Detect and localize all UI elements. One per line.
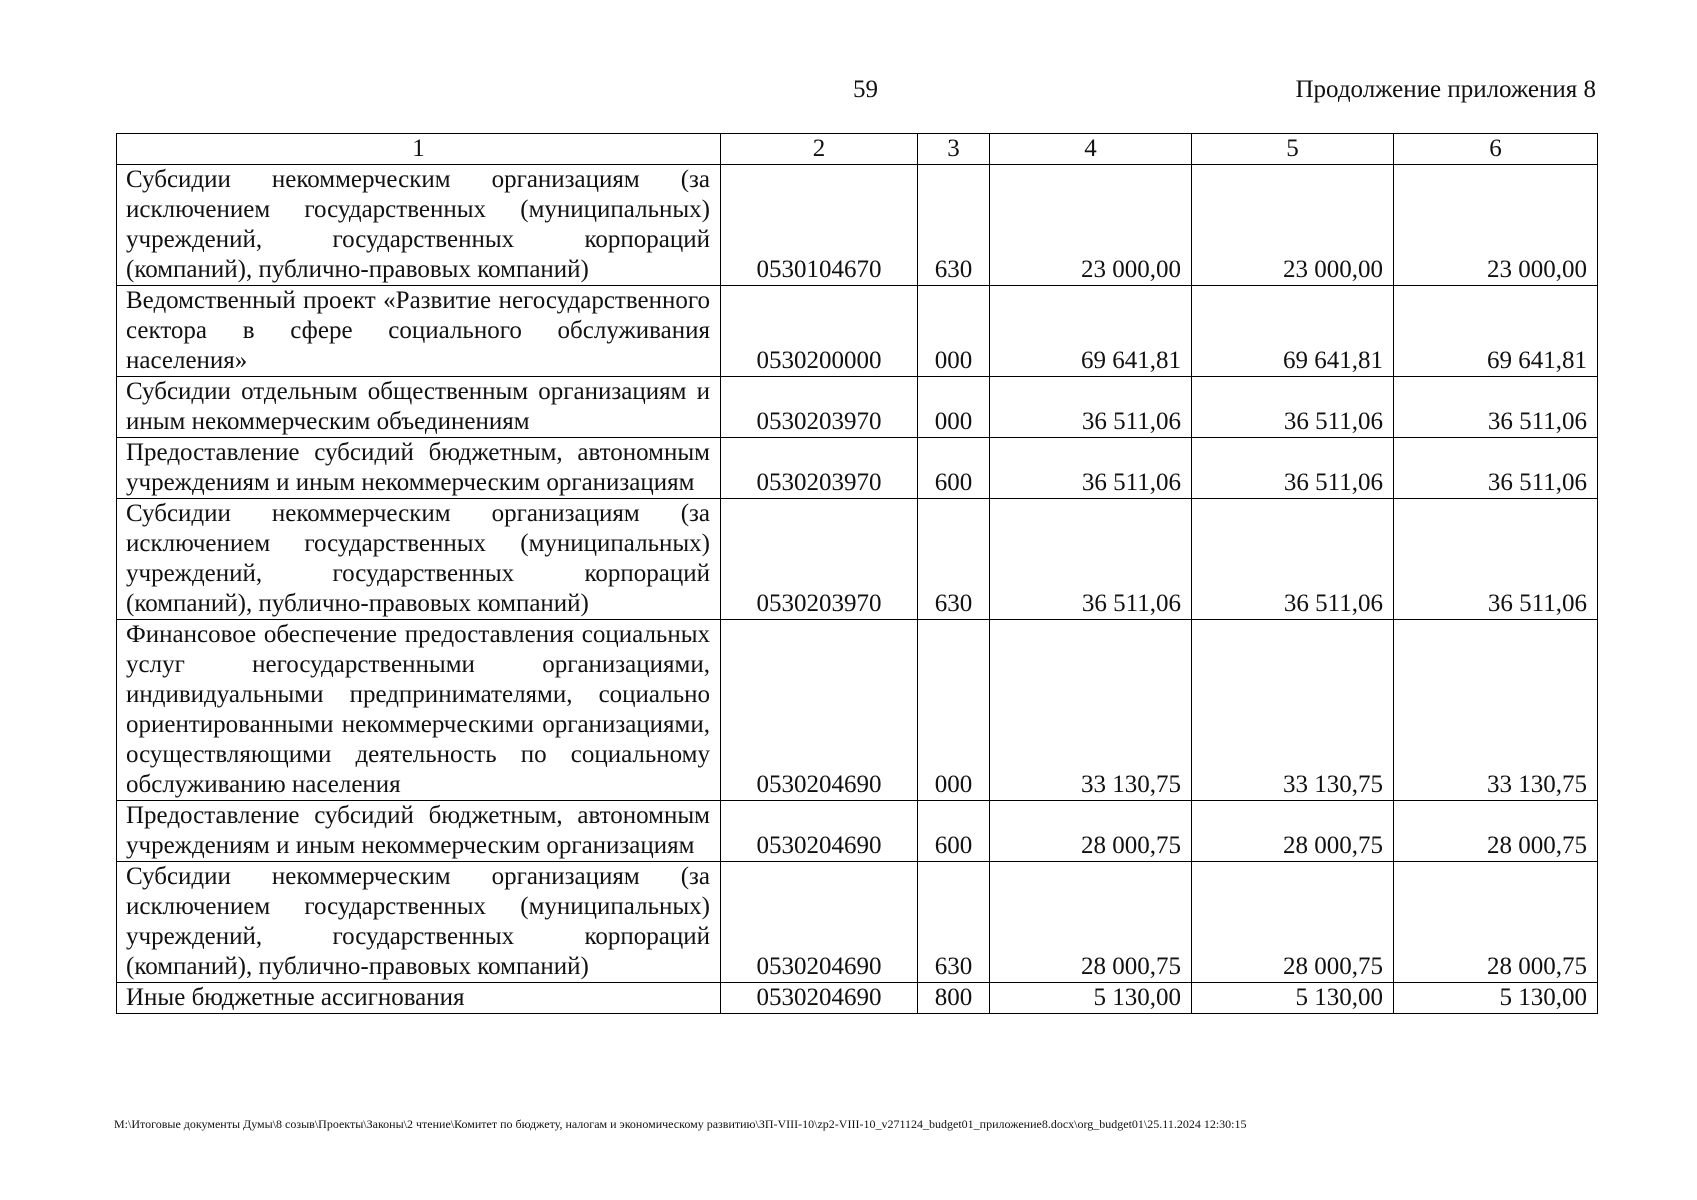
column-number-row: [117, 134, 1598, 165]
amount-col-4: 23 000,00: [990, 165, 1192, 286]
row-name: Субсидии некоммерческим организациям (за исключением государственных (муниципальных) учреждений, государственных корпораций (компаний), публично-правовых компаний): [117, 862, 721, 983]
amount-col-6: 28 000,75: [1394, 801, 1598, 862]
amount-col-5: 23 000,00: [1192, 165, 1394, 286]
amount-col-4: 36 511,06: [990, 438, 1192, 499]
table-row: [117, 377, 1598, 438]
row-name: Субсидии некоммерческим организациям (за исключением государственных (муниципальных) учреждений, государственных корпораций (компаний), публично-правовых компаний): [117, 499, 721, 620]
expense-type-code: 630: [918, 499, 990, 620]
row-name: Субсидии отдельным общественным организациям и иным некоммерческим объединениям: [117, 377, 721, 438]
budget-table: [116, 133, 1598, 1014]
expense-type-code: 800: [918, 983, 990, 1014]
amount-col-6: 5 130,00: [1394, 983, 1598, 1014]
row-name: Субсидии некоммерческим организациям (за исключением государственных (муниципальных) учреждений, государственных корпораций (компаний), публично-правовых компаний): [117, 165, 721, 286]
row-name: Финансовое обеспечение предоставления социальных услуг негосударственными организациями, индивидуальными предпринимателями, социально ориентированными некоммерческими организациями, осуществляющими деятельность по социальному обслуживанию населения: [117, 620, 721, 801]
row-name: Предоставление субсидий бюджетным, автономным учреждениям и иным некоммерческим организациям: [117, 438, 721, 499]
amount-col-5: 5 130,00: [1192, 983, 1394, 1014]
footer-file-path: M:\Итоговые документы Думы\8 созыв\Проекты\Законы\2 чтение\Комитет по бюджету, налогам и экономическому развитию\ЗП-VIII-10\zp2-VIII-10_v271124_budget01_приложение8.docx\org_budget01\25.11.2024 12:30:15: [114, 1117, 1247, 1131]
target-item-code: 0530204690: [721, 862, 918, 983]
target-item-code: 0530203970: [721, 438, 918, 499]
amount-col-6: 36 511,06: [1394, 499, 1598, 620]
target-item-code: 0530203970: [721, 377, 918, 438]
row-name: Иные бюджетные ассигнования: [117, 983, 721, 1014]
column-number: 3: [918, 134, 990, 165]
target-item-code: 0530104670: [721, 165, 918, 286]
table-row: [117, 286, 1598, 377]
table-row: [117, 983, 1598, 1014]
amount-col-5: 28 000,75: [1192, 801, 1394, 862]
amount-col-4: 28 000,75: [990, 801, 1192, 862]
amount-col-6: 28 000,75: [1394, 862, 1598, 983]
amount-col-5: 36 511,06: [1192, 377, 1394, 438]
table-row: [117, 438, 1598, 499]
amount-col-5: 28 000,75: [1192, 862, 1394, 983]
amount-col-4: 33 130,75: [990, 620, 1192, 801]
expense-type-code: 000: [918, 620, 990, 801]
amount-col-4: 36 511,06: [990, 499, 1192, 620]
target-item-code: 0530203970: [721, 499, 918, 620]
expense-type-code: 600: [918, 438, 990, 499]
expense-type-code: 630: [918, 862, 990, 983]
row-name: Предоставление субсидий бюджетным, автономным учреждениям и иным некоммерческим организациям: [117, 801, 721, 862]
table-row: [117, 165, 1598, 286]
amount-col-5: 36 511,06: [1192, 499, 1394, 620]
row-name: Ведомственный проект «Развитие негосударственного сектора в сфере социального обслуживания населения»: [117, 286, 721, 377]
amount-col-5: 33 130,75: [1192, 620, 1394, 801]
target-item-code: 0530204690: [721, 983, 918, 1014]
amount-col-5: 69 641,81: [1192, 286, 1394, 377]
column-number: 1: [117, 134, 721, 165]
table-row: [117, 620, 1598, 801]
amount-col-4: 69 641,81: [990, 286, 1192, 377]
expense-type-code: 000: [918, 377, 990, 438]
amount-col-6: 36 511,06: [1394, 377, 1598, 438]
amount-col-4: 28 000,75: [990, 862, 1192, 983]
expense-type-code: 600: [918, 801, 990, 862]
expense-type-code: 630: [918, 165, 990, 286]
table-row: [117, 862, 1598, 983]
amount-col-6: 36 511,06: [1394, 438, 1598, 499]
appendix-caption: Продолжение приложения 8: [1295, 76, 1596, 103]
column-number: 2: [721, 134, 918, 165]
expense-type-code: 000: [918, 286, 990, 377]
column-number: 6: [1394, 134, 1598, 165]
table-row: [117, 801, 1598, 862]
target-item-code: 0530204690: [721, 620, 918, 801]
column-number: 4: [990, 134, 1192, 165]
amount-col-5: 36 511,06: [1192, 438, 1394, 499]
amount-col-6: 23 000,00: [1394, 165, 1598, 286]
target-item-code: 0530204690: [721, 801, 918, 862]
table-row: [117, 499, 1598, 620]
amount-col-6: 33 130,75: [1394, 620, 1598, 801]
page-number: 59: [853, 76, 878, 103]
column-number: 5: [1192, 134, 1394, 165]
amount-col-4: 5 130,00: [990, 983, 1192, 1014]
amount-col-6: 69 641,81: [1394, 286, 1598, 377]
amount-col-4: 36 511,06: [990, 377, 1192, 438]
target-item-code: 0530200000: [721, 286, 918, 377]
